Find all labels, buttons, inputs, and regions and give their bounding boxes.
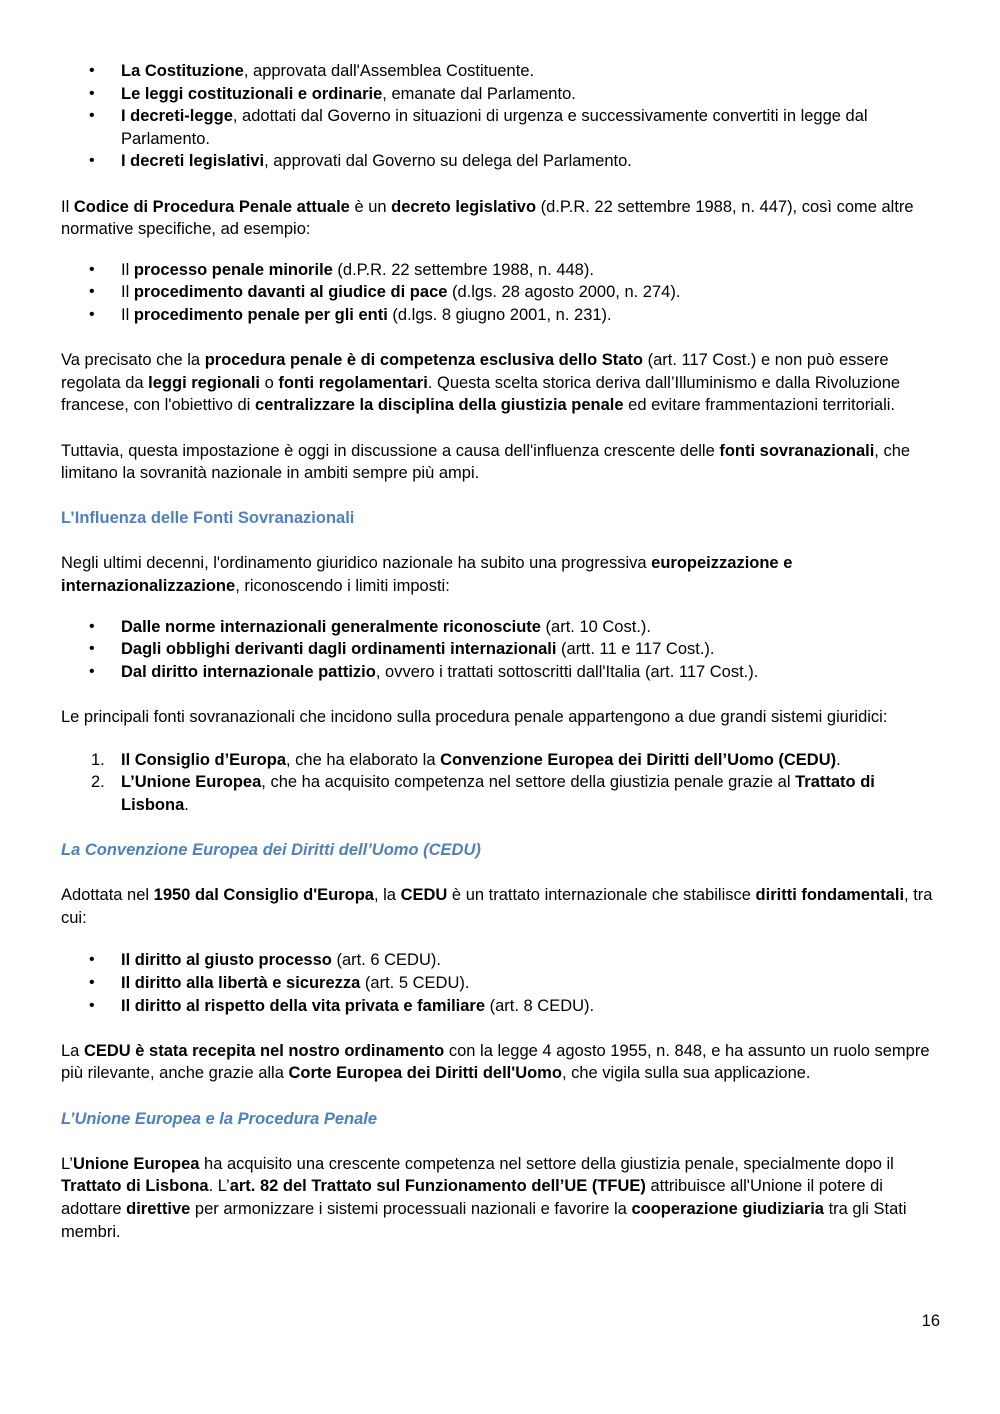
list-item: • I decreti-legge, adottati dal Governo in situazioni di urgenza e successivamente convertiti in legge dal Parlamento. xyxy=(61,105,941,150)
list-item: • Il processo penale minorile (d.P.R. 22 settembre 1988, n. 448). xyxy=(61,259,941,282)
list-item: • Il diritto al giusto processo (art. 6 CEDU). xyxy=(61,949,941,972)
list-item: • I decreti legislativi, approvati dal Governo su delega del Parlamento. xyxy=(61,150,941,173)
heading-influenza: L’Influenza delle Fonti Sovranazionali xyxy=(61,509,355,528)
list-item: • Il diritto alla libertà e sicurezza (art. 5 CEDU). xyxy=(61,972,941,995)
paragraph-recepita: La CEDU è stata recepita nel nostro ordinamento con la legge 4 agosto 1955, n. 848, e ha assunto un ruolo sempre più rilevante, anche grazie alla Corte Europea dei Diritti dell'Uomo, che vigila sulla sua applicazione. xyxy=(61,1041,930,1083)
list-item: • Il procedimento davanti al giudice di pace (d.lgs. 28 agosto 2000, n. 274). xyxy=(61,281,941,304)
list-item: 2. L’Unione Europea, che ha acquisito competenza nel settore della giustizia penale grazie al Trattato di Lisbona. xyxy=(91,773,875,814)
list-item: • La Costituzione, approvata dall'Assemblea Costituente. xyxy=(61,60,941,83)
list-item: • Dal diritto internazionale pattizio, ovvero i trattati sottoscritti dall'Italia (art. 117 Cost.). xyxy=(61,661,941,684)
limits-list xyxy=(61,616,941,684)
procedures-list xyxy=(61,259,941,327)
systems-list xyxy=(61,749,941,817)
heading-cedu: La Convenzione Europea dei Diritti dell’Uomo (CEDU) xyxy=(61,841,481,859)
paragraph-ue: L’Unione Europea ha acquisito una crescente competenza nel settore della giustizia penale, specialmente dopo il Trattato di Lisbona. L’art. 82 del Trattato sul Funzionamento dell’UE (TFUE) attribuisce all'Unione il potere di adottare direttive per armonizzare i sistemi processuali nazionali e favorire la cooperazione giudiziaria tra gli Stati membri. xyxy=(61,1154,907,1241)
paragraph-codice: Il Codice di Procedura Penale attuale è un decreto legislativo (d.P.R. 22 settembre 1988, n. 447), così come altre normative specifiche, ad esempio: xyxy=(61,197,914,239)
sources-list xyxy=(61,60,941,173)
list-item: • Il procedimento penale per gli enti (d.lgs. 8 giugno 2001, n. 231). xyxy=(61,304,941,327)
list-item: 1. Il Consiglio d’Europa, che ha elaborato la Convenzione Europea dei Diritti dell’Uomo (CEDU). xyxy=(91,750,841,769)
page-content xyxy=(61,60,941,1243)
heading-ue: L’Unione Europea e la Procedura Penale xyxy=(61,1109,378,1128)
list-item: • Dagli obblighi derivanti dagli ordinamenti internazionali (artt. 11 e 117 Cost.). xyxy=(61,638,941,661)
list-item: • Il diritto al rispetto della vita privata e familiare (art. 8 CEDU). xyxy=(61,995,941,1018)
paragraph-cedu: Adottata nel 1950 dal Consiglio d'Europa, la CEDU è un trattato internazionale che stabilisce diritti fondamentali, tra cui: xyxy=(61,886,933,927)
page-number: 16 xyxy=(921,1312,940,1330)
list-item: • Le leggi costituzionali e ordinarie, emanate dal Parlamento. xyxy=(61,83,941,106)
list-item: • Dalle norme internazionali generalmente riconosciute (art. 10 Cost.). xyxy=(61,616,941,639)
rights-list xyxy=(61,949,941,1017)
paragraph-sistemi: Le principali fonti sovranazionali che incidono sulla procedura penale appartengono a due grandi sistemi giuridici: xyxy=(61,708,888,727)
paragraph-europeizzazione: Negli ultimi decenni, l'ordinamento giuridico nazionale ha subito una progressiva europeizzazione e internazionalizzazione, riconoscendo i limiti imposti: xyxy=(61,554,793,596)
paragraph-competenza: Va precisato che la procedura penale è di competenza esclusiva dello Stato (art. 117 Cost.) e non può essere regolata da leggi regionali o fonti regolamentari. Questa scelta storica deriva dall’Illuminismo e dalla Rivoluzione francese, con l'obiettivo di centralizzare la disciplina della giustizia penale ed evitare frammentazioni territoriali. xyxy=(61,351,901,415)
paragraph-tuttavia: Tuttavia, questa impostazione è oggi in discussione a causa dell'influenza crescente delle fonti sovranazionali, che limitano la sovranità nazionale in ambiti sempre più ampi. xyxy=(61,441,911,483)
